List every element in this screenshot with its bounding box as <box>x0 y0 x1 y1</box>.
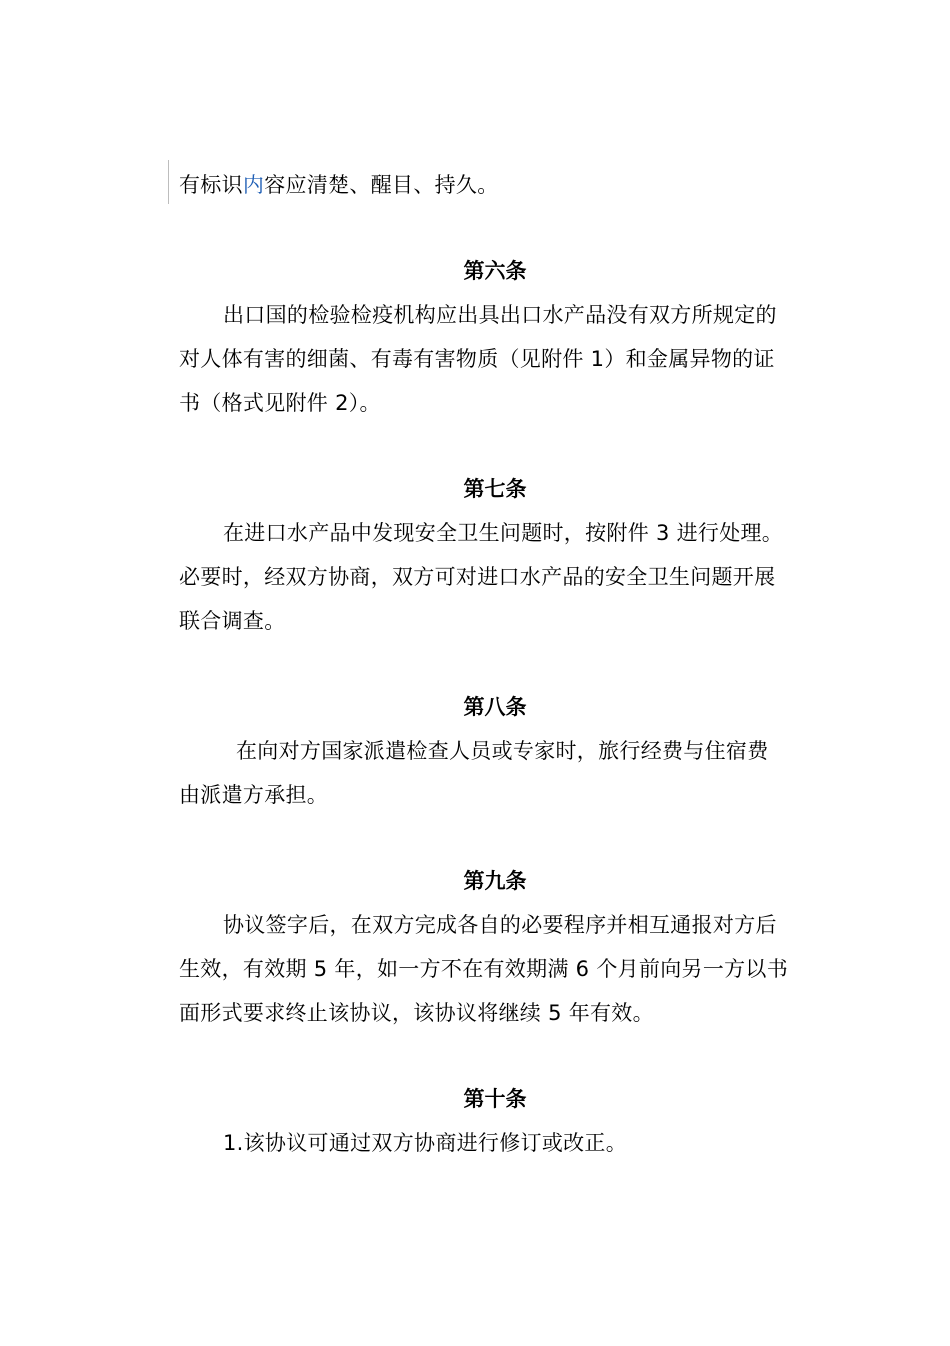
article-6-line-1: 出口国的检验检疫机构应出具出口水产品没有双方所规定的 <box>223 303 777 327</box>
article-9-line-1: 协议签字后，在双方完成各自的必要程序并相互通报对方后 <box>223 913 777 937</box>
article-8-line-2: 由派遣方承担。 <box>179 783 329 807</box>
paragraph-fragment <box>179 170 819 200</box>
fragment-text-c: 容应清楚、醒目、持久。 <box>264 173 499 197</box>
article-9-line-3: 面形式要求终止该协议，该协议将继续 5 年有效。 <box>179 1001 654 1025</box>
fragment-text-highlight: 内 <box>242 173 265 197</box>
article-9-line-2: 生效，有效期 5 年，如一方不在有效期满 6 个月前向另一方以书 <box>179 957 789 981</box>
article-7-line-1: 在进口水产品中发现安全卫生问题时，按附件 3 进行处理。 <box>223 521 784 545</box>
article-6-line-2: 对人体有害的细菌、有毒有害物质（见附件 1）和金属异物的证 <box>179 347 775 371</box>
text-cursor-marker <box>168 160 169 204</box>
article-7-heading: 第七条 <box>463 477 527 501</box>
article-10-line-1: 1.该协议可通过双方协商进行修订或改正。 <box>223 1131 628 1155</box>
article-8-heading: 第八条 <box>463 695 527 719</box>
article-10-heading: 第十条 <box>463 1087 527 1111</box>
article-9-heading: 第九条 <box>463 869 527 893</box>
article-8-line-1: 在向对方国家派遣检查人员或专家时，旅行经费与住宿费 <box>236 739 769 763</box>
article-6-line-3: 书（格式见附件 2）。 <box>179 391 381 415</box>
article-7-line-2: 必要时，经双方协商，双方可对进口水产品的安全卫生问题开展 <box>179 565 776 589</box>
article-7-line-3: 联合调查。 <box>179 609 286 633</box>
fragment-text-a: 有标识 <box>179 173 243 197</box>
article-6-heading: 第六条 <box>463 259 527 283</box>
